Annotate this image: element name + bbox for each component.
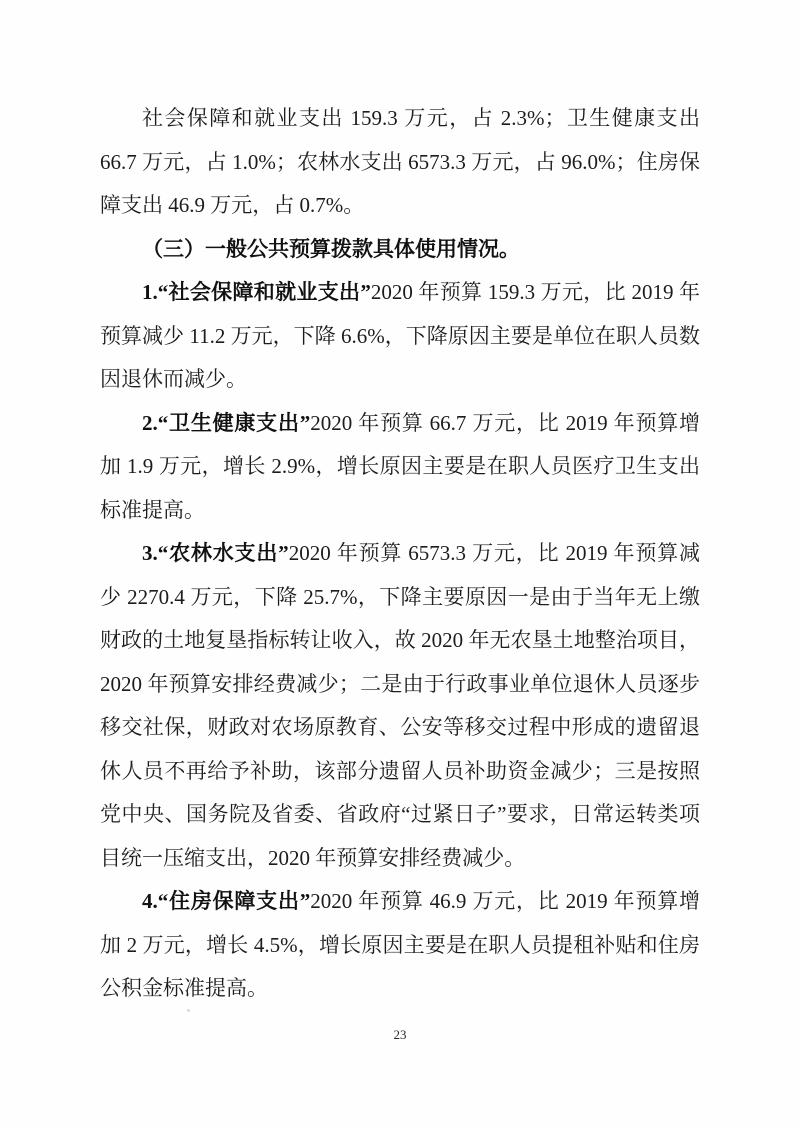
item-3-title: 3.“农林水支出” [142,541,289,565]
item-2-title: 2.“卫生健康支出” [142,410,311,435]
item-3-text: 2020 年预算 6573.3 万元，比 2019 年预算减少 2270.4 万元，下降 25.7%，下降主要原因一是由于当年无上缴财政的土地复垦指标转让收入，故 2020 年无农垦土地整治项目，2020 年预算安排经费减少；二是由于行政事业单位退休人员逐步移交社保，财政对农场原教育、公安等移交过程中形成的遗留退休人员不再给予补助，该部分遗留人员补助资金减少；三是按照党中央、国务院及省委、省政府“过紧日子”要求，日常运转类项目统一压缩支出，2020 年预算安排经费减少。 [100,541,701,870]
item-4-text: 2020 年预算 46.9 万元，比 2019 年预算增加 2 万元，增长 4.5%，增长原因主要是在职人员提租补贴和住房公积金标准提高。 [100,889,701,1000]
item-1-title: 1.“社会保障和就业支出” [142,280,371,304]
paragraph-item-2 [100,402,700,533]
item-4-title: 4.“住房保障支出” [142,889,311,913]
scan-artifact-dot [187,1009,190,1012]
document-body [100,97,700,1011]
paragraph-expenditure-breakdown: 社会保障和就业支出 159.3 万元，占 2.3%；卫生健康支出 66.7 万元，占 1.0%；农林水支出 6573.3 万元，占 96.0%；住房保障支出 46.9 万元，占 0.7%。 [100,106,700,217]
item-1-text: 2020 年预算 159.3 万元，比 2019 年预算减少 11.2 万元，下降 6.6%，下降原因主要是单位在职人员数因退休而减少。 [100,280,701,391]
paragraph-item-3 [100,532,700,880]
paragraph-item-4 [100,880,700,1011]
paragraph-item-1 [100,271,700,402]
page-number: 23 [393,1027,407,1042]
section-heading: （三）一般公共预算拨款具体使用情况。 [142,236,520,261]
item-2-text: 2020 年预算 66.7 万元，比 2019 年预算增加 1.9 万元，增长 2.9%，增长原因主要是在职人员医疗卫生支出标准提高。 [100,410,701,522]
